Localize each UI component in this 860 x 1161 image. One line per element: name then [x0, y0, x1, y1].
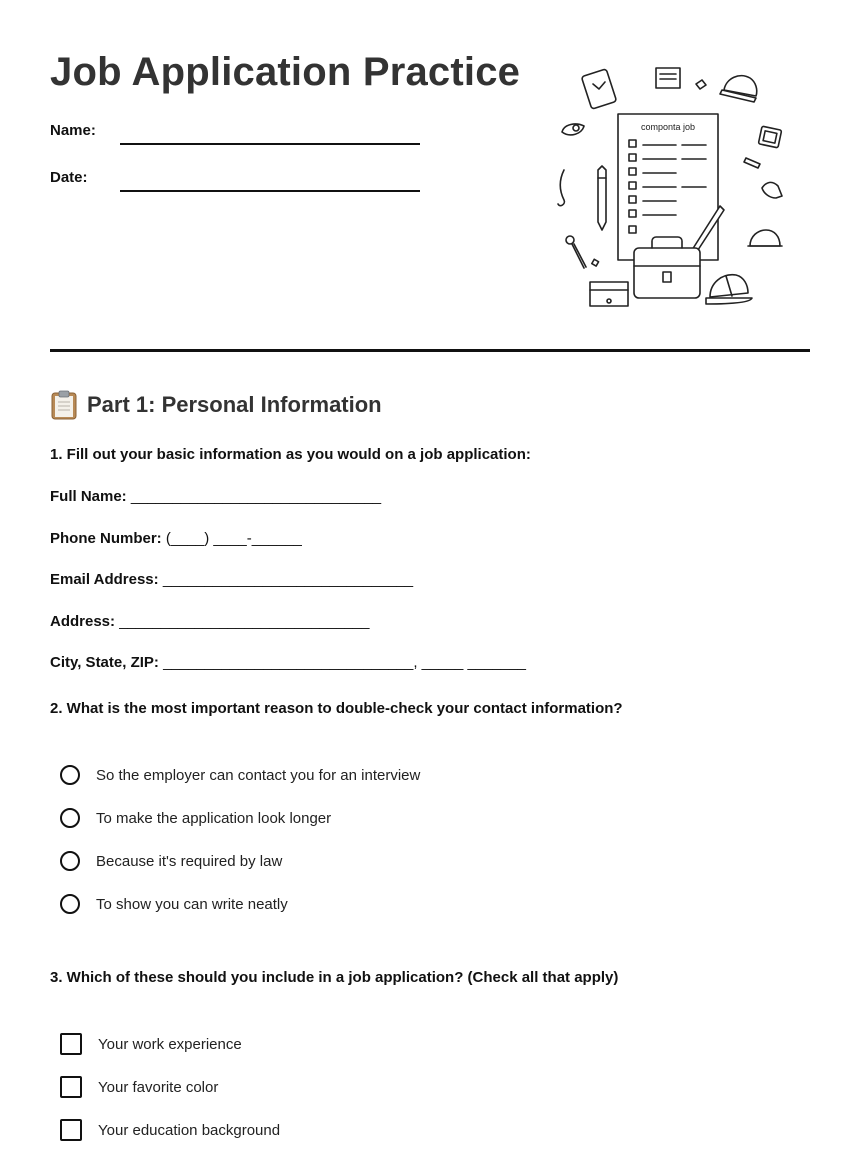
- date-line[interactable]: [120, 190, 420, 192]
- pencil-icon: [598, 166, 606, 230]
- email-address-label: Email Address:: [50, 571, 159, 588]
- q2-option[interactable]: [60, 894, 288, 914]
- part1-title: Part 1: Personal Information: [87, 392, 382, 417]
- key-icon: [566, 236, 599, 268]
- q2-option[interactable]: [60, 808, 331, 828]
- date-label: Date:: [50, 169, 88, 186]
- job-application-illustration: [548, 60, 793, 315]
- q3-option-label: Your work experience: [98, 1035, 242, 1053]
- name-line[interactable]: [120, 143, 420, 145]
- city-state-zip-field[interactable]: [50, 654, 526, 671]
- part1-heading: [50, 390, 382, 420]
- checkbox[interactable]: [60, 1033, 82, 1055]
- q2-option-label: To show you can write neatly: [96, 895, 288, 913]
- checkbox[interactable]: [60, 1076, 82, 1098]
- toolbox-icon: [758, 126, 781, 148]
- question-2: 2. What is the most important reason to double-check your contact information?: [50, 700, 623, 717]
- hard-hat-icon: [706, 275, 752, 304]
- question-3: 3. Which of these should you include in a job application? (Check all that apply): [50, 969, 619, 986]
- name-label: Name:: [50, 122, 96, 139]
- q3-option[interactable]: [60, 1119, 280, 1141]
- email-address-field[interactable]: [50, 571, 413, 588]
- q3-option[interactable]: [60, 1033, 242, 1055]
- city-state-zip-label: City, State, ZIP:: [50, 654, 159, 671]
- notepad-icon: [656, 68, 680, 88]
- q2-option-label: So the employer can contact you for an interview: [96, 766, 421, 784]
- address-blank[interactable]: ______________________________: [119, 613, 370, 630]
- email-address-blank[interactable]: ______________________________: [162, 571, 414, 588]
- address-label: Address:: [50, 613, 116, 630]
- q2-option-label: Because it's required by law: [96, 852, 283, 870]
- hard-hat-icon: [748, 230, 782, 246]
- radio-button[interactable]: [60, 765, 80, 785]
- radio-button[interactable]: [60, 851, 80, 871]
- phone-number-blank[interactable]: (____) ____-______: [165, 530, 302, 547]
- phone-icon: [581, 69, 616, 109]
- tag-icon: [696, 80, 706, 89]
- city-state-zip-blank[interactable]: ______________________________, _____ _______: [163, 654, 526, 671]
- checkbox[interactable]: [60, 1119, 82, 1141]
- radio-button[interactable]: [60, 808, 80, 828]
- q2-option-label: To make the application look longer: [96, 809, 332, 827]
- radio-button[interactable]: [60, 894, 80, 914]
- section-divider: [50, 349, 810, 352]
- glove-icon: [762, 182, 782, 198]
- page-title: Job Application Practice: [50, 50, 521, 94]
- phone-number-label: Phone Number:: [50, 530, 162, 547]
- q3-option-label: Your favorite color: [98, 1078, 219, 1096]
- card-icon: [590, 282, 628, 306]
- tool-icon: [744, 158, 760, 168]
- address-field[interactable]: [50, 613, 369, 630]
- form-heading-text: componta job: [640, 122, 696, 132]
- full-name-label: Full Name:: [50, 488, 127, 505]
- q3-option[interactable]: [60, 1076, 218, 1098]
- full-name-field[interactable]: [50, 488, 381, 505]
- phone-number-field[interactable]: [50, 530, 302, 547]
- clipboard-icon: [50, 390, 78, 420]
- q2-option[interactable]: [60, 851, 282, 871]
- hard-hat-icon: [720, 76, 757, 102]
- full-name-blank[interactable]: ______________________________: [130, 488, 382, 505]
- q2-option[interactable]: [60, 765, 420, 785]
- q3-option-label: Your education background: [98, 1121, 281, 1139]
- question-1: 1. Fill out your basic information as you would on a job application:: [50, 446, 531, 463]
- cord-icon: [558, 170, 564, 206]
